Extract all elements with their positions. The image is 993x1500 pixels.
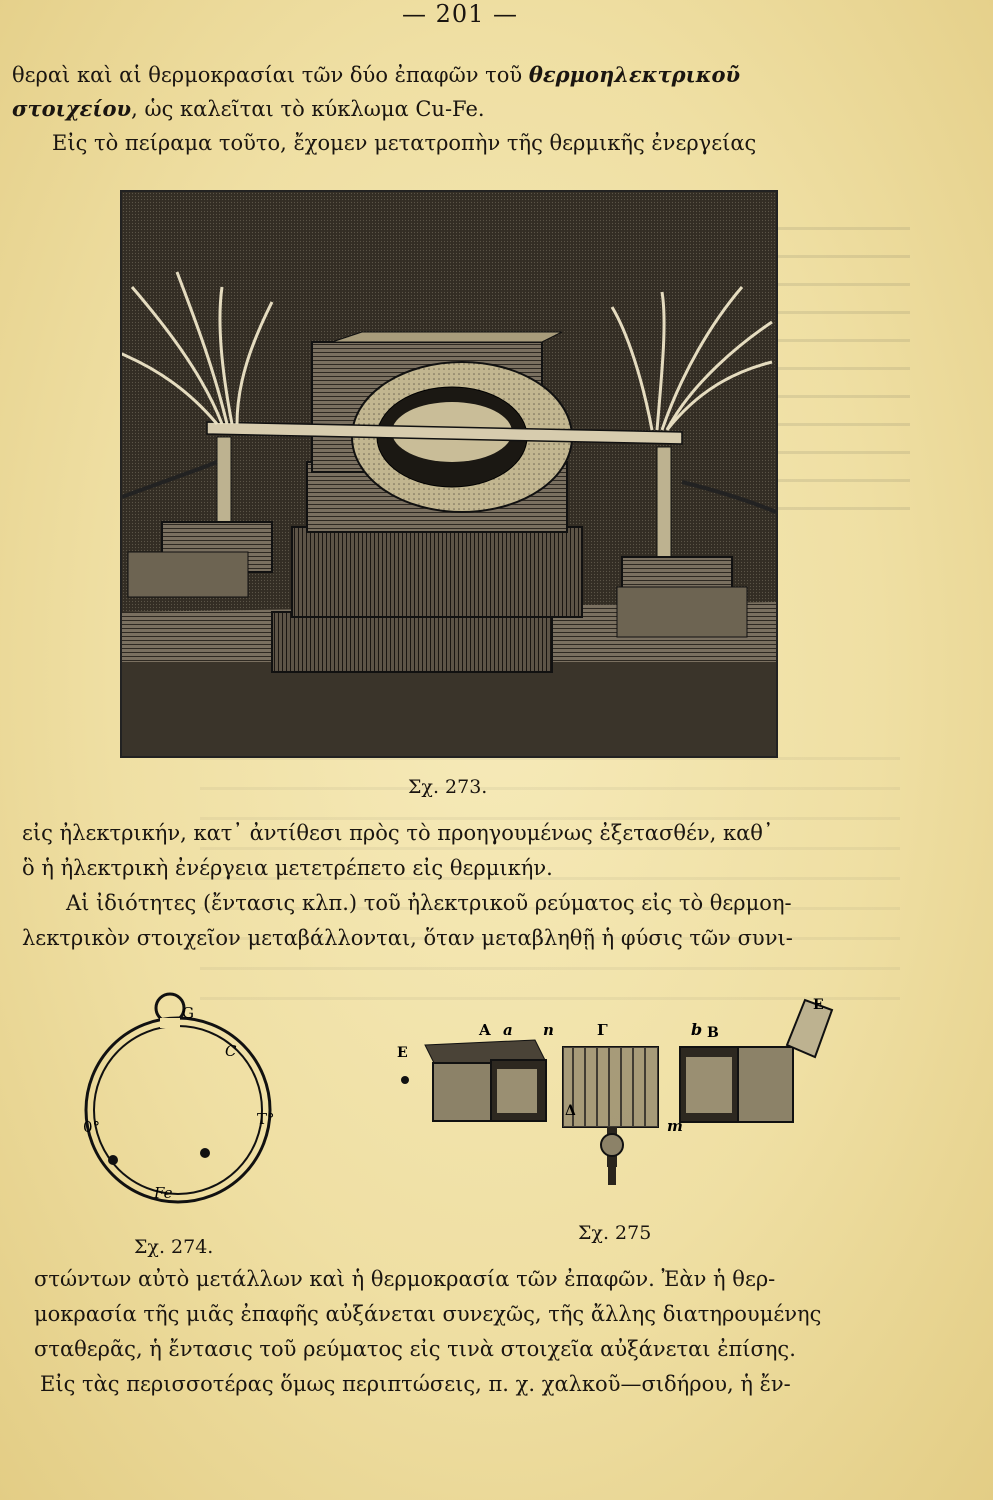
bold-term: στοιχείου bbox=[12, 96, 132, 121]
diagram-label: Δ bbox=[565, 1103, 576, 1119]
thermoelectric-apparatus-illustration bbox=[122, 192, 776, 756]
diagram-label: E bbox=[397, 1045, 408, 1061]
diagram-label: Fe bbox=[154, 1184, 173, 1202]
bleed-through bbox=[770, 210, 910, 510]
text-line: μοκρασία τῆς μιᾶς ἐπαφῆς αὐξάνεται συνεχῶς, τῆς ἄλλης διατηρουμένης bbox=[34, 1302, 822, 1326]
text-line: εἰς ἠλεκτρικήν, κατ᾽ ἀντίθεσι πρὸς τὸ προηγουμένως ἐξετασθέν, καθ᾽ bbox=[22, 821, 774, 845]
text-line bbox=[12, 62, 740, 88]
figure-275-apparatus-illustration bbox=[395, 985, 845, 1185]
diagram-label: E bbox=[813, 997, 824, 1013]
diagram-label: m bbox=[667, 1117, 683, 1135]
diagram-label: n bbox=[543, 1021, 554, 1039]
figure-caption: Σχ. 274. bbox=[134, 1236, 214, 1258]
page-number: — 201 — bbox=[401, 0, 519, 28]
diagram-label: T° bbox=[257, 1110, 275, 1128]
text-line: ὃ ἡ ἠλεκτρικὴ ἐνέργεια μετετρέπετο εἰς θερμικήν. bbox=[22, 856, 553, 880]
diagram-label: B bbox=[707, 1025, 719, 1041]
text-line: Εἰς τὰς περισσοτέρας ὅμως περιπτώσεις, π. χ. χαλκοῦ—σιδήρου, ἡ ἔν- bbox=[40, 1372, 791, 1396]
diagram-label: A bbox=[479, 1021, 491, 1039]
diagram-label: Γ bbox=[597, 1021, 608, 1039]
text-line bbox=[12, 96, 485, 122]
diagram-label: 0° bbox=[83, 1118, 101, 1136]
figure-caption: Σχ. 273. bbox=[408, 776, 488, 798]
figure-273-engraving bbox=[120, 190, 778, 758]
bold-term: θερμοηλεκτρικοῦ bbox=[528, 62, 741, 87]
figure-274-circuit-diagram bbox=[60, 990, 290, 1230]
diagram-label: b bbox=[691, 1020, 703, 1039]
text-line: Αἱ ἰδιότητες (ἔντασις κλπ.) τοῦ ἠλεκτρικοῦ ρεύματος εἰς τὸ θερμοη- bbox=[66, 891, 792, 915]
text-line: Εἰς τὸ πείραμα τοῦτο, ἔχομεν μετατροπὴν τῆς θερμικῆς ἐνεργείας bbox=[52, 131, 757, 155]
diagram-label: C bbox=[225, 1042, 237, 1060]
text-line: λεκτρικὸν στοιχεῖον μεταβάλλονται, ὅταν μεταβληθῇ ἡ φύσις τῶν συνι- bbox=[22, 926, 793, 950]
text-line: σταθερᾶς, ἡ ἔντασις τοῦ ρεύματος εἰς τινὰ στοιχεῖα αὐξάνεται ἐπίσης. bbox=[34, 1337, 796, 1361]
text-line: στώντων αὐτὸ μετάλλων καὶ ἡ θερμοκρασία τῶν ἐπαφῶν. Ἐὰν ἡ θερ- bbox=[34, 1267, 776, 1291]
diagram-label: a bbox=[503, 1021, 513, 1039]
diagram-label: G bbox=[182, 1004, 194, 1022]
figure-caption: Σχ. 275 bbox=[578, 1222, 652, 1244]
text-run: , ὡς καλεῖται τὸ κύκλωμα Cu-Fe. bbox=[131, 97, 485, 121]
text-run: θεραὶ καὶ αἱ θερμοκρασίαι τῶν δύο ἐπαφῶν τοῦ bbox=[12, 63, 529, 87]
